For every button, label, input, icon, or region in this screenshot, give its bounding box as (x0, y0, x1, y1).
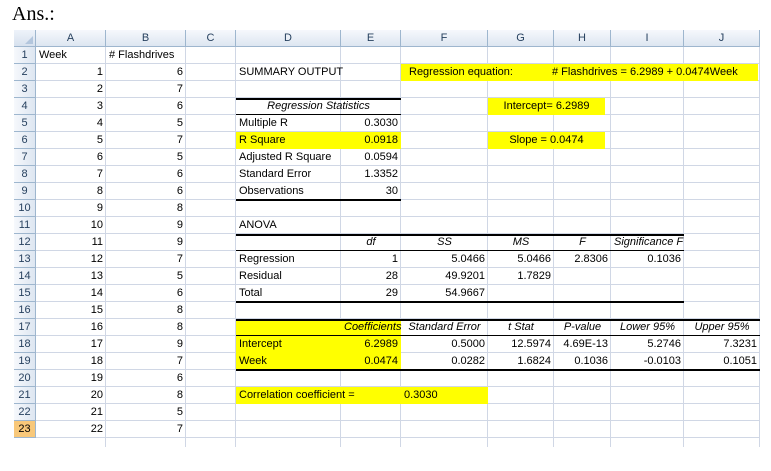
correlation-coefficient-value[interactable]: 0.3030 (404, 389, 438, 401)
week-cell[interactable]: 13 (90, 270, 103, 282)
select-all-icon (25, 36, 33, 44)
regression-stat-label[interactable]: Adjusted R Square (239, 151, 332, 163)
coefficients-header-cell[interactable]: P-value (563, 321, 602, 333)
regression-stat-label[interactable]: Standard Error (239, 168, 312, 180)
slope-note[interactable]: Slope = 0.0474 (509, 134, 584, 146)
week-cell[interactable]: 2 (96, 83, 103, 95)
anova-ms-cell[interactable]: 1.7829 (517, 270, 551, 282)
row-header-23[interactable]: 23 (14, 421, 36, 438)
anova-ss-cell[interactable]: 5.0466 (451, 253, 485, 265)
row-header-1[interactable]: 1 (14, 47, 36, 64)
coefficient-hi-cell[interactable]: 0.1051 (723, 355, 757, 367)
coefficients-header-cell[interactable]: Standard Error (408, 321, 481, 333)
flashdrives-cell[interactable]: 8 (176, 389, 183, 401)
flashdrives-cell[interactable]: 7 (176, 134, 183, 146)
anova-significance-cell[interactable] (611, 285, 684, 302)
row-header-10[interactable]: 10 (14, 200, 36, 217)
week-cell[interactable]: 12 (90, 253, 103, 265)
column-header-e[interactable]: E (341, 30, 401, 47)
coefficients-header-cell[interactable]: Coefficients (344, 321, 402, 333)
week-cell[interactable]: 10 (90, 219, 103, 231)
flashdrives-cell[interactable]: 9 (176, 338, 183, 350)
coefficient-t-cell[interactable]: 1.6824 (517, 355, 551, 367)
flashdrives-cell[interactable]: 7 (176, 355, 183, 367)
row-header-2[interactable]: 2 (14, 64, 36, 81)
week-cell[interactable]: 16 (90, 321, 103, 333)
row-header-16[interactable]: 16 (14, 302, 36, 319)
row-header-12[interactable]: 12 (14, 234, 36, 251)
flashdrives-cell[interactable]: 6 (176, 100, 183, 112)
summary-output-title[interactable]: SUMMARY OUTPUT (239, 66, 344, 78)
regression-equation-value[interactable]: # Flashdrives = 6.2989 + 0.0474Week (552, 66, 738, 78)
anova-ms-cell[interactable] (488, 285, 554, 302)
flashdrives-cell[interactable]: 5 (176, 151, 183, 163)
column-header-d[interactable]: D (236, 30, 341, 47)
regression-equation-label[interactable]: Regression equation: (409, 66, 513, 78)
row-header-11[interactable]: 11 (14, 217, 36, 234)
week-cell[interactable]: 18 (90, 355, 103, 367)
week-cell[interactable]: 15 (90, 304, 103, 316)
flashdrives-cell[interactable]: 6 (176, 372, 183, 384)
coefficient-p-cell[interactable]: 4.69E-13 (563, 338, 608, 350)
anova-header-cell[interactable]: SS (437, 236, 452, 248)
anova-f-cell[interactable] (554, 268, 611, 285)
anova-ss-cell[interactable]: 54.9667 (445, 287, 485, 299)
column-header-f[interactable]: F (401, 30, 488, 47)
flashdrives-cell[interactable]: 6 (176, 168, 183, 180)
regression-stat-value[interactable]: 0.3030 (364, 117, 398, 129)
week-cell[interactable]: 3 (96, 100, 103, 112)
coefficient-coef-cell[interactable]: 0.0474 (364, 355, 398, 367)
anova-significance-cell[interactable]: 0.1036 (647, 253, 681, 265)
row-header-13[interactable]: 13 (14, 251, 36, 268)
correlation-coefficient-label[interactable]: Correlation coefficient = (239, 389, 355, 401)
row-header-8[interactable]: 8 (14, 166, 36, 183)
flashdrives-cell[interactable]: 8 (176, 304, 183, 316)
row-header-4[interactable]: 4 (14, 98, 36, 115)
anova-ms-cell[interactable]: 5.0466 (517, 253, 551, 265)
anova-row-label[interactable]: Regression (239, 253, 295, 265)
flashdrives-cell[interactable]: 6 (176, 287, 183, 299)
row-header-18[interactable]: 18 (14, 336, 36, 353)
select-all-corner[interactable] (14, 30, 36, 47)
coefficients-header-cell[interactable]: Lower 95% (619, 321, 676, 333)
regression-stat-label[interactable]: R Square (239, 134, 286, 146)
week-cell[interactable]: 20 (90, 389, 103, 401)
column-header-b[interactable]: B (106, 30, 186, 47)
column-b-header-cell[interactable]: # Flashdrives (109, 49, 175, 61)
week-cell[interactable]: 4 (96, 117, 103, 129)
week-cell[interactable]: 21 (90, 406, 103, 418)
row-header-22[interactable]: 22 (14, 404, 36, 421)
row-header-3[interactable]: 3 (14, 81, 36, 98)
week-cell[interactable]: 19 (90, 372, 103, 384)
week-cell[interactable]: 9 (96, 202, 103, 214)
week-cell[interactable]: 5 (96, 134, 103, 146)
flashdrives-cell[interactable]: 7 (176, 423, 183, 435)
column-header-i[interactable]: I (611, 30, 684, 47)
coefficient-se-cell[interactable]: 0.0282 (451, 355, 485, 367)
answer-heading: Ans.: (12, 3, 55, 25)
regression-stat-value[interactable]: 1.3352 (364, 168, 398, 180)
week-cell[interactable]: 7 (96, 168, 103, 180)
coefficient-hi-cell[interactable]: 7.3231 (723, 338, 757, 350)
flashdrives-cell[interactable]: 9 (176, 219, 183, 231)
row-header-7[interactable]: 7 (14, 149, 36, 166)
column-header-h[interactable]: H (554, 30, 611, 47)
anova-df-cell[interactable]: 1 (391, 253, 398, 265)
regression-stat-label[interactable]: Observations (239, 185, 304, 197)
coefficient-t-cell[interactable]: 12.5974 (511, 338, 551, 350)
coefficient-lo-cell[interactable]: 5.2746 (647, 338, 681, 350)
coefficient-row-label[interactable]: Week (239, 355, 267, 367)
flashdrives-cell[interactable]: 6 (176, 66, 183, 78)
coefficient-lo-cell[interactable]: -0.0103 (643, 355, 681, 367)
intercept-note[interactable]: Intercept= 6.2989 (503, 100, 590, 112)
row-header-15[interactable]: 15 (14, 285, 36, 302)
coefficient-p-cell[interactable]: 0.1036 (574, 355, 608, 367)
flashdrives-cell[interactable]: 7 (176, 83, 183, 95)
regression-stat-label[interactable]: Multiple R (239, 117, 288, 129)
row-header-6[interactable]: 6 (14, 132, 36, 149)
flashdrives-cell[interactable]: 8 (176, 321, 183, 333)
week-cell[interactable]: 17 (90, 338, 103, 350)
anova-significance-cell[interactable] (611, 268, 684, 285)
spreadsheet[interactable] (14, 30, 760, 447)
anova-row-label[interactable]: Total (239, 287, 263, 299)
coefficients-header-cell[interactable]: t Stat (508, 321, 534, 333)
row-header-14[interactable]: 14 (14, 268, 36, 285)
coefficient-coef-cell[interactable]: 6.2989 (364, 338, 398, 350)
week-cell[interactable]: 11 (91, 236, 103, 248)
column-a-header-cell[interactable]: Week (39, 49, 67, 61)
regression-stat-value[interactable]: 0.0918 (364, 134, 398, 146)
flashdrives-cell[interactable]: 5 (176, 117, 183, 129)
regression-statistics-title[interactable]: Regression Statistics (267, 100, 370, 112)
flashdrives-cell[interactable]: 5 (176, 270, 183, 282)
anova-ss-cell[interactable]: 49.9201 (445, 270, 485, 282)
column-header-a[interactable]: A (36, 30, 106, 47)
row-header-21[interactable]: 21 (14, 387, 36, 404)
anova-header-cell[interactable]: MS (512, 236, 530, 248)
anova-f-cell[interactable] (554, 285, 611, 302)
row-header-20[interactable]: 20 (14, 370, 36, 387)
anova-row-label[interactable]: Residual (239, 270, 282, 282)
flashdrives-cell[interactable]: 8 (176, 202, 183, 214)
week-cell[interactable]: 22 (90, 423, 103, 435)
row-header-5[interactable]: 5 (14, 115, 36, 132)
flashdrives-cell[interactable]: 9 (176, 236, 183, 248)
coefficient-se-cell[interactable]: 0.5000 (451, 338, 485, 350)
anova-f-cell[interactable]: 2.8306 (574, 253, 608, 265)
anova-df-cell[interactable]: 28 (385, 270, 398, 282)
week-cell[interactable]: 8 (96, 185, 103, 197)
row-header-17[interactable]: 17 (14, 319, 36, 336)
anova-df-cell[interactable]: 29 (385, 287, 398, 299)
row-header-19[interactable]: 19 (14, 353, 36, 370)
week-cell[interactable]: 1 (96, 66, 103, 78)
anova-header-cell[interactable]: df (366, 236, 376, 248)
column-header-c[interactable]: C (186, 30, 236, 47)
regression-stat-value[interactable]: 0.0594 (364, 151, 398, 163)
column-header-j[interactable]: J (684, 30, 760, 47)
anova-header-cell[interactable]: Significance F (614, 236, 684, 248)
regression-stat-value[interactable]: 30 (385, 185, 398, 197)
coefficients-header-cell[interactable]: Upper 95% (694, 321, 750, 333)
week-cell[interactable]: 6 (96, 151, 103, 163)
flashdrives-cell[interactable]: 5 (176, 406, 183, 418)
coefficient-row-label[interactable]: Intercept (239, 338, 282, 350)
grid-line (759, 47, 760, 447)
column-header-g[interactable]: G (488, 30, 554, 47)
anova-title[interactable]: ANOVA (239, 219, 277, 231)
flashdrives-cell[interactable]: 7 (176, 253, 183, 265)
row-header-9[interactable]: 9 (14, 183, 36, 200)
week-cell[interactable]: 14 (90, 287, 103, 299)
anova-header-cell[interactable]: F (579, 236, 586, 248)
flashdrives-cell[interactable]: 6 (176, 185, 183, 197)
